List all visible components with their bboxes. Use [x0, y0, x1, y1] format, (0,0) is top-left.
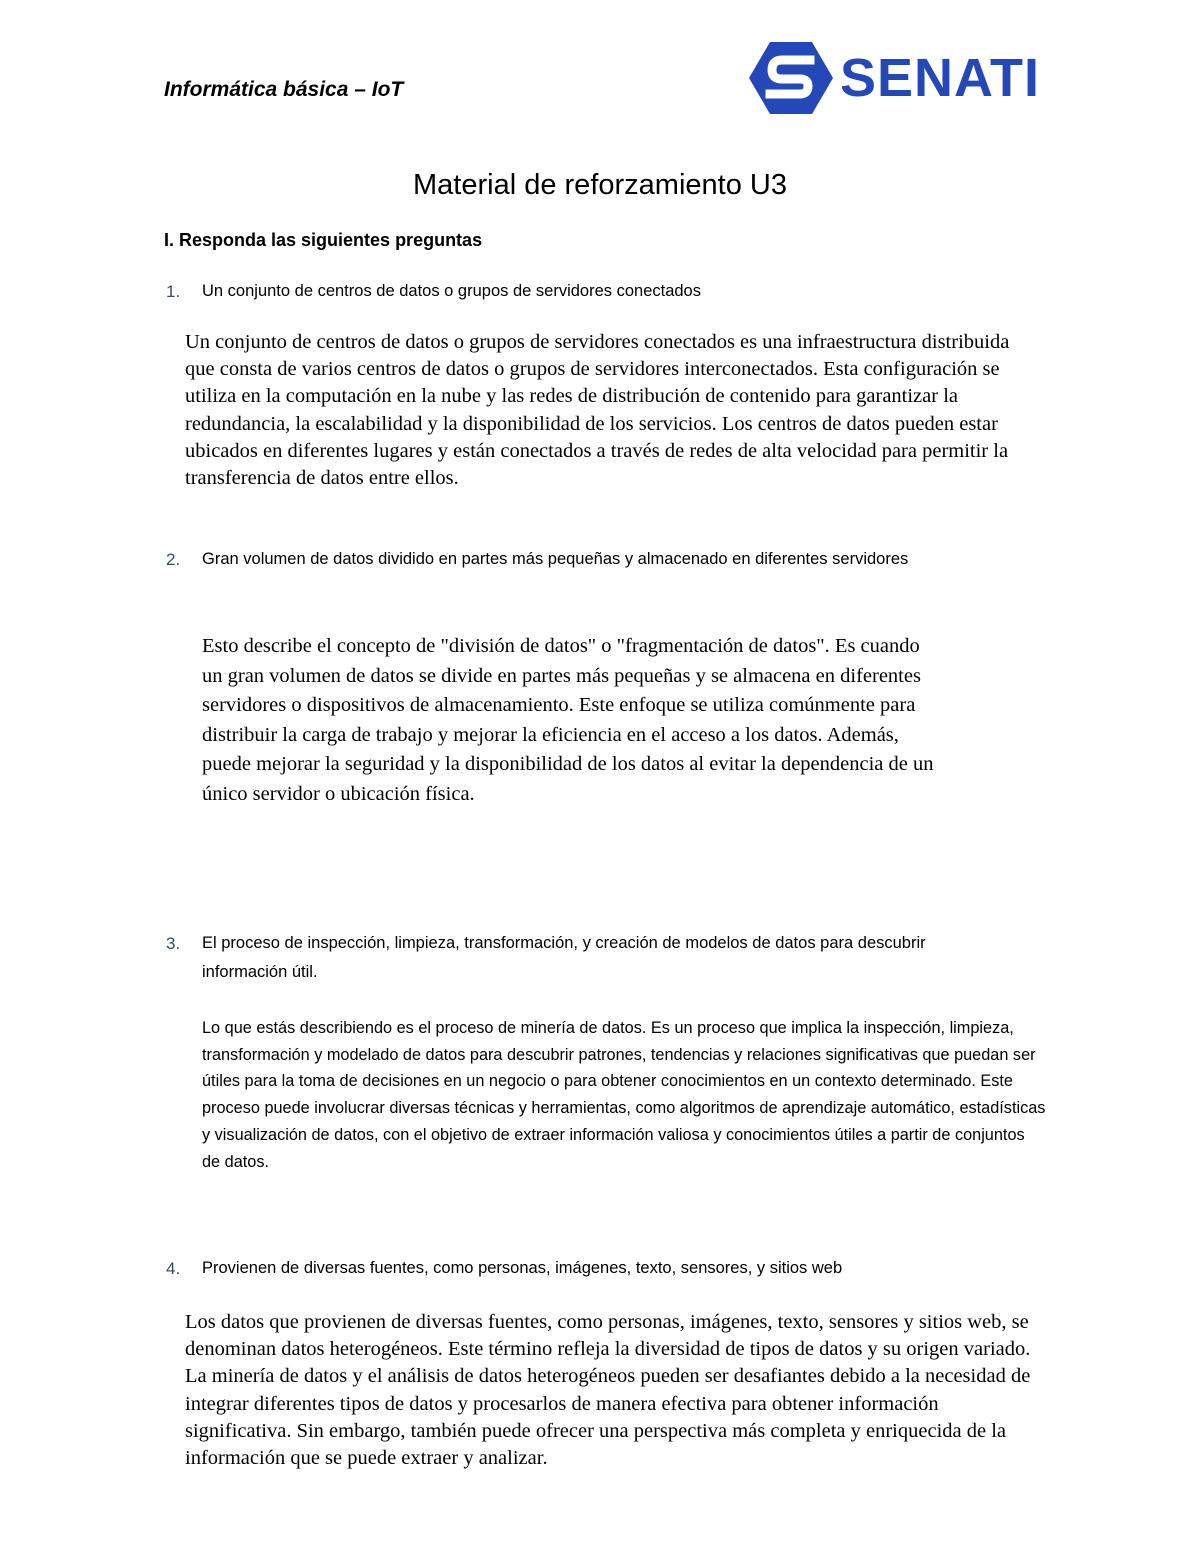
senati-logo: [748, 40, 1040, 116]
question-text: El proceso de inspección, limpieza, transformación, y creación de modelos de datos para descubrir información útil.: [202, 934, 926, 981]
question-number: 1.: [166, 282, 181, 301]
answer-2: Esto describe el concepto de "división de datos" o "fragmentación de datos". Es cuando un gran volumen de datos se divide en partes más pequeñas y se almacena en diferentes servidores o dispositivos de almacenamiento. Este enfoque se utiliza comúnmente para distribuir la carga de trabajo y mejorar la eficiencia en el acceso a los datos. Además, puede mejorar la seguridad y la disponibilidad de los datos al evitar la dependencia de un único servidor o ubicación física.: [202, 635, 934, 805]
answer-1: Un conjunto de centros de datos o grupos de servidores conectados es una infraestructura distribuida que consta de varios centros de datos o grupos de servidores interconectados. Esta configuración se utiliza en la computación en la nube y las redes de distribución de contenido para garantizar la redundancia, la escalabilidad y la disponibilidad de los servicios. Los centros de datos pueden estar ubicados en diferentes lugares y están conectados a través de redes de alta velocidad para permitir la transferencia de datos entre ellos.: [185, 331, 1010, 490]
logo-wordmark: SENATI: [840, 48, 1041, 108]
question-number: 3.: [166, 934, 181, 953]
answer-4: Los datos que provienen de diversas fuentes, como personas, imágenes, texto, sensores y sitios web, se denominan datos heterogéneos. Este término refleja la diversidad de tipos de datos y su origen variado. La minería de datos y el análisis de datos heterogéneos pueden ser desafiantes debido a la necesidad de integrar diferentes tipos de datos y procesarlos de manera efectiva para obtener información significativa. Sin embargo, también puede ofrecer una perspectiva más completa y enriquecida de la información que se puede extraer y analizar.: [185, 1311, 1031, 1470]
question-number: 2.: [166, 550, 181, 569]
course-header: Informática básica – IoT: [164, 78, 404, 101]
answer-3: Lo que estás describiendo es el proceso de minería de datos. Es un proceso que implica la inspección, limpieza, transformación y modelado de datos para descubrir patrones, tendencias y relaciones significativas que puedan ser útiles para la toma de decisiones en un negocio o para obtener conocimientos en un contexto determinado. Este proceso puede involucrar diversas técnicas y herramientas, como algoritmos de aprendizaje automático, estadísticas y visualización de datos, con el objetivo de extraer información valiosa y conocimientos útiles a partir de conjuntos de datos.: [202, 1019, 1046, 1171]
question-4: [166, 1254, 1022, 1283]
question-number: 4.: [166, 1259, 181, 1278]
section-heading: I. Responda las siguientes preguntas: [164, 230, 483, 250]
senati-emblem-icon: [748, 40, 834, 116]
document-title: Material de reforzamiento U3: [413, 169, 787, 201]
question-text: Provienen de diversas fuentes, como personas, imágenes, texto, sensores, y sitios web: [202, 1259, 843, 1277]
question-2: [166, 545, 962, 574]
question-text: Gran volumen de datos dividido en partes más pequeñas y almacenado en diferentes servidores: [202, 550, 909, 568]
question-3: [166, 929, 992, 987]
question-1: [166, 277, 1002, 306]
question-text: Un conjunto de centros de datos o grupos de servidores conectados: [202, 282, 701, 300]
